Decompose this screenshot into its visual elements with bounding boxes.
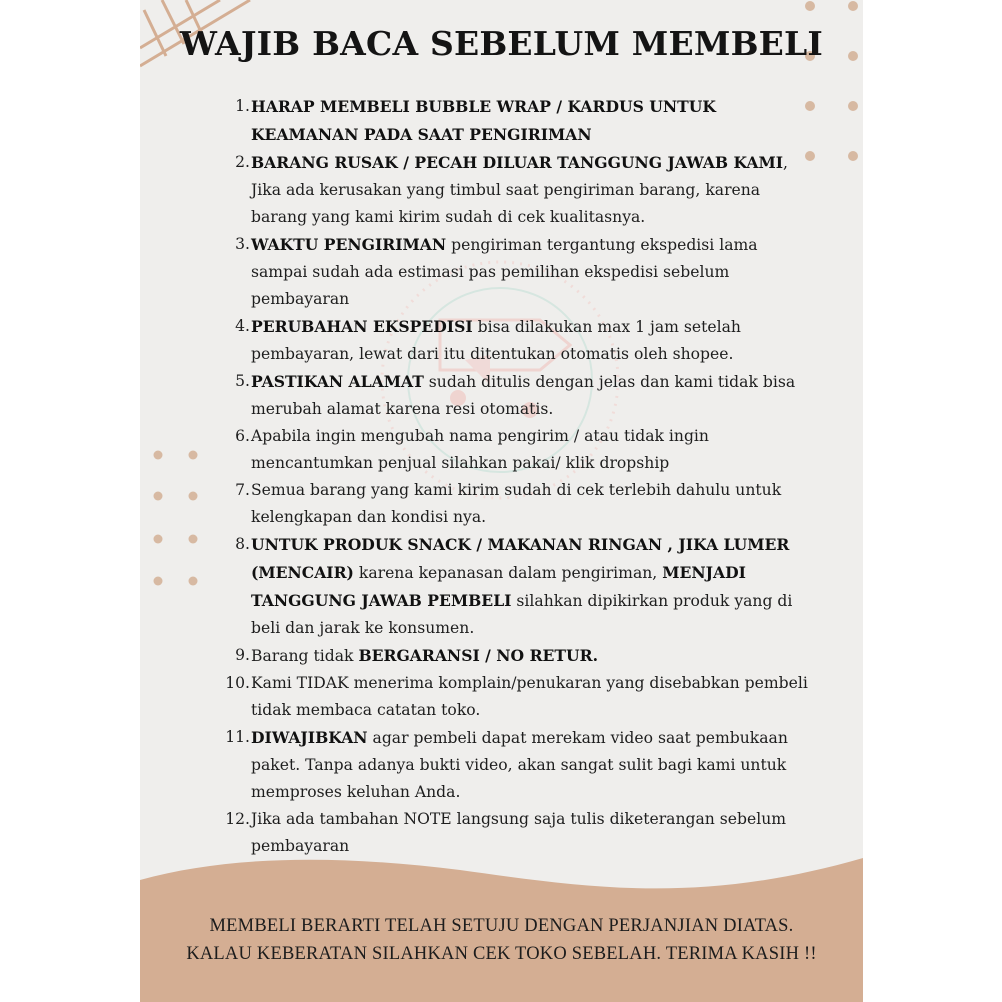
rule-text: Kami TIDAK menerima komplain/penukaran yang disebabkan pembeli tidak membaca catatan toko. bbox=[251, 674, 808, 719]
rule-number: 2. bbox=[235, 153, 250, 171]
rule-item bbox=[222, 531, 812, 642]
rule-emphasis: HARAP MEMBELI BUBBLE WRAP / KARDUS UNTUK KEAMANAN PADA SAAT PENGIRIMAN bbox=[251, 97, 716, 144]
rule-emphasis: DIWAJIBKAN bbox=[251, 728, 368, 747]
rule-number: 10. bbox=[225, 674, 250, 692]
rule-text: Jika ada tambahan NOTE langsung saja tulis diketerangan sebelum pembayaran bbox=[251, 810, 787, 855]
rule-item bbox=[222, 477, 812, 531]
rule-item bbox=[222, 231, 812, 313]
rule-item bbox=[222, 423, 812, 477]
rule-text: Barang tidak bbox=[251, 647, 359, 665]
rule-text: Apabila ingin mengubah nama pengirim / atau tidak ingin mencantumkan penjual silahkan pakai/ klik dropship bbox=[251, 427, 709, 472]
rule-number: 8. bbox=[235, 535, 250, 553]
rule-item bbox=[222, 724, 812, 806]
rule-emphasis: BARANG RUSAK / PECAH DILUAR TANGGUNG JAWAB KAMI bbox=[251, 153, 784, 172]
rule-emphasis: PASTIKAN ALAMAT bbox=[251, 372, 424, 391]
rule-text: agar pembeli dapat merekam video saat pembukaan paket. Tanpa adanya bukti video, akan sangat sulit bagi kami untuk memproses keluhan Anda. bbox=[251, 729, 788, 801]
rule-item bbox=[222, 149, 812, 231]
page-title: WAJIB BACA SEBELUM MEMBELI bbox=[179, 24, 824, 63]
rule-item bbox=[222, 670, 812, 724]
footer-line-1: MEMBELI BERARTI TELAH SETUJU DENGAN PERJANJIAN DIATAS. bbox=[209, 916, 794, 936]
rule-text: pengiriman tergantung ekspedisi lama sampai sudah ada estimasi pas pemilihan ekspedisi sebelum pembayaran bbox=[251, 236, 758, 308]
rule-item bbox=[222, 93, 812, 149]
rule-emphasis: BERGARANSI / NO RETUR. bbox=[358, 646, 599, 665]
footer-line-2: KALAU KEBERATAN SILAHKAN CEK TOKO SEBELAH. TERIMA KASIH !! bbox=[186, 944, 817, 964]
dots-left bbox=[154, 451, 198, 586]
rule-text: silahkan dipikirkan produk yang di beli dan jarak ke konsumen. bbox=[251, 592, 793, 637]
rule-emphasis: PERUBAHAN EKSPEDISI bbox=[251, 317, 473, 336]
footer-notice bbox=[140, 912, 863, 968]
rule-number: 5. bbox=[235, 372, 250, 390]
rule-text: karena kepanasan dalam pengiriman, bbox=[353, 564, 663, 582]
rule-text: bisa dilakukan max 1 jam setelah pembayaran, lewat dari itu ditentukan otomatis oleh shopee. bbox=[251, 318, 741, 363]
rule-number: 3. bbox=[235, 235, 250, 253]
rule-emphasis: UNTUK PRODUK SNACK / MAKANAN RINGAN , JIKA LUMER (MENCAIR) bbox=[251, 535, 790, 582]
rule-number: 11. bbox=[225, 728, 250, 746]
rule-item bbox=[222, 642, 812, 670]
rule-text: sudah ditulis dengan jelas dan kami tidak bisa merubah alamat karena resi otomatis. bbox=[251, 373, 796, 418]
rule-number: 1. bbox=[235, 97, 250, 115]
rule-text: Semua barang yang kami kirim sudah di cek terlebih dahulu untuk kelengkapan dan kondisi nya. bbox=[251, 481, 782, 526]
rule-number: 9. bbox=[235, 646, 250, 664]
rule-text: , Jika ada kerusakan yang timbul saat pengiriman barang, karena barang yang kami kirim sudah di cek kualitasnya. bbox=[251, 154, 788, 226]
rules-list bbox=[222, 93, 812, 860]
rule-emphasis: MENJADI TANGGUNG JAWAB PEMBELI bbox=[251, 563, 746, 610]
rule-number: 12. bbox=[225, 810, 250, 828]
rule-number: 6. bbox=[235, 427, 250, 445]
rule-item bbox=[222, 368, 812, 423]
rule-number: 4. bbox=[235, 317, 250, 335]
rule-number: 7. bbox=[235, 481, 250, 499]
rule-item bbox=[222, 313, 812, 368]
rule-emphasis: WAKTU PENGIRIMAN bbox=[251, 235, 447, 254]
